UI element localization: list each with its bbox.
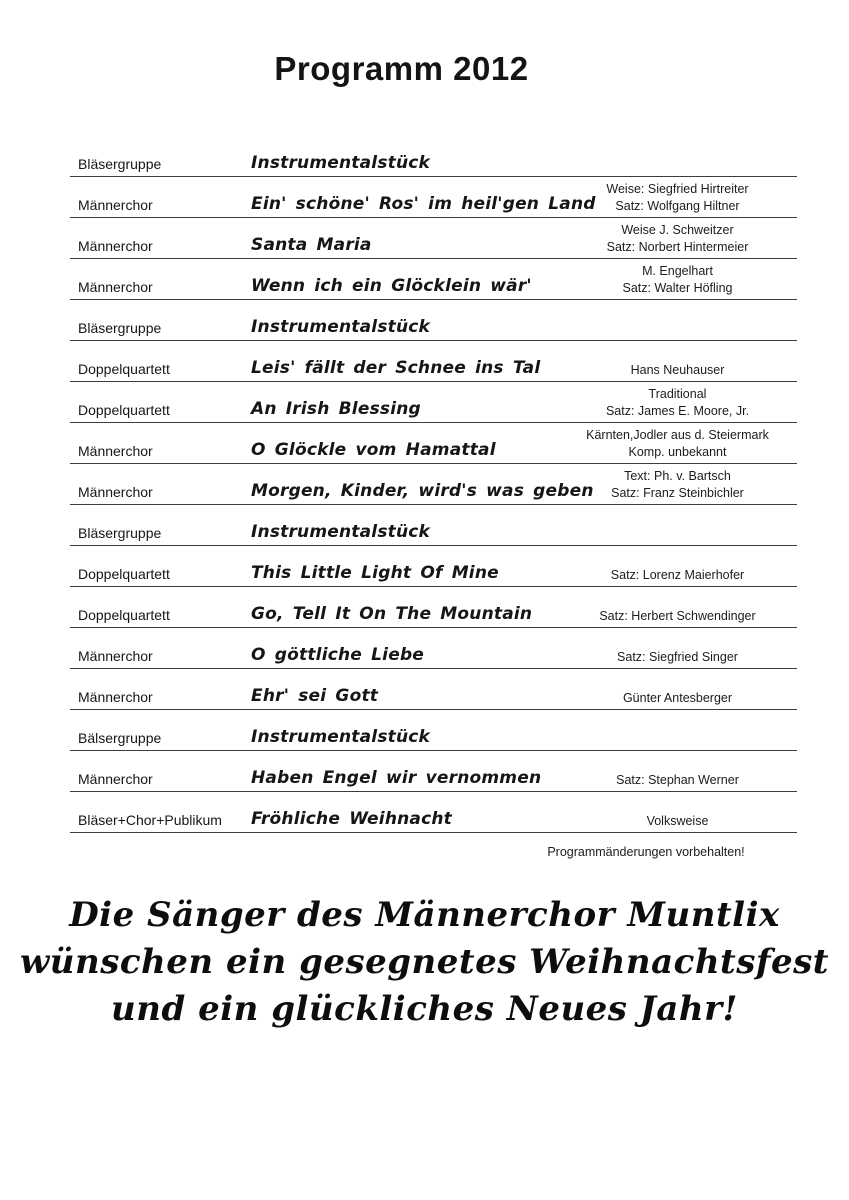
program-row (70, 341, 797, 382)
ensemble-label: Bälsergruppe (78, 730, 162, 746)
credit-line: Satz: Lorenz Maierhofer (610, 568, 745, 582)
program-row (70, 710, 797, 751)
piece-title: Santa Maria (251, 235, 372, 255)
program-row (70, 505, 797, 546)
closing-line: Die Sänger des Männerchor Muntlix (69, 895, 780, 935)
ensemble-label: Männerchor (78, 484, 153, 500)
piece-title: Instrumentalstück (251, 153, 431, 173)
credit-line: Satz: Siegfried Singer (617, 650, 738, 664)
closing-message (0, 892, 849, 1033)
credits (558, 813, 797, 830)
ensemble-label: Männerchor (78, 771, 153, 787)
ensemble-label: Männerchor (78, 197, 153, 213)
program-row (70, 423, 797, 464)
credit-line: Weise J. Schweitzer (621, 223, 734, 237)
credit-line: Satz: Norbert Hintermeier (606, 240, 749, 254)
piece-title: Go, Tell It On The Mountain (251, 604, 533, 624)
piece-title: Leis' fällt der Schnee ins Tal (251, 358, 541, 378)
credits (558, 362, 797, 379)
credit-line: Satz: Franz Steinbichler (611, 486, 744, 500)
ensemble-label: Bläsergruppe (78, 525, 162, 541)
program-table (70, 136, 797, 833)
program-row (70, 218, 797, 259)
ensemble-label: Männerchor (78, 648, 153, 664)
piece-title: O göttliche Liebe (251, 645, 425, 665)
piece-title: Fröhliche Weihnacht (251, 809, 452, 829)
page-title: Programm 2012 (274, 50, 529, 87)
credit-line: Komp. unbekannt (628, 445, 727, 459)
ensemble-label: Männerchor (78, 279, 153, 295)
credits (558, 772, 797, 789)
credits (558, 608, 797, 625)
credit-line: Volksweise (646, 814, 709, 828)
ensemble-label: Bläser+Chor+Publikum (78, 812, 222, 828)
program-row (70, 300, 797, 341)
program-row (70, 136, 797, 177)
piece-title: Ehr' sei Gott (251, 686, 379, 706)
credit-line: Hans Neuhauser (630, 363, 725, 377)
credit-line: Satz: Stephan Werner (616, 773, 739, 787)
program-row (70, 259, 797, 300)
credits (558, 386, 797, 420)
piece-title: Instrumentalstück (251, 522, 431, 542)
program-row (70, 464, 797, 505)
program-row (70, 792, 797, 833)
ensemble-label: Doppelquartett (78, 566, 170, 582)
piece-title: Instrumentalstück (251, 317, 431, 337)
program-row (70, 587, 797, 628)
program-row (70, 382, 797, 423)
piece-title: An Irish Blessing (251, 399, 421, 419)
credits (558, 567, 797, 584)
credit-line: M. Engelhart (642, 264, 713, 278)
program-row (70, 669, 797, 710)
closing-line: wünschen ein gesegnetes Weihnachtsfest (20, 942, 829, 982)
credits (558, 181, 797, 215)
credit-line: Text: Ph. v. Bartsch (624, 469, 731, 483)
piece-title: This Little Light Of Mine (251, 563, 499, 583)
piece-title: O Glöckle vom Hamattal (251, 440, 496, 460)
program-row (70, 546, 797, 587)
credits (558, 427, 797, 461)
ensemble-label: Bläsergruppe (78, 320, 162, 336)
piece-title: Haben Engel wir vernommen (251, 768, 542, 788)
ensemble-label: Männerchor (78, 443, 153, 459)
credits (558, 690, 797, 707)
program-row (70, 628, 797, 669)
ensemble-label: Männerchor (78, 689, 153, 705)
closing-line: und ein glückliches Neues Jahr! (111, 989, 738, 1029)
credit-line: Weise: Siegfried Hirtreiter (606, 182, 749, 196)
piece-title: Morgen, Kinder, wird's was geben (251, 481, 594, 501)
ensemble-label: Bläsergruppe (78, 156, 162, 172)
credit-line: Satz: Wolfgang Hiltner (615, 199, 740, 213)
credits (558, 263, 797, 297)
program-row (70, 177, 797, 218)
ensemble-label: Doppelquartett (78, 607, 170, 623)
piece-title: Instrumentalstück (251, 727, 431, 747)
credits (558, 222, 797, 256)
credit-line: Satz: James E. Moore, Jr. (605, 404, 750, 418)
credit-line: Günter Antesberger (622, 691, 733, 705)
ensemble-label: Doppelquartett (78, 402, 170, 418)
credit-line: Satz: Herbert Schwendinger (599, 609, 756, 623)
credit-line: Traditional (648, 387, 707, 401)
credits (558, 468, 797, 502)
program-note: Programmänderungen vorbehalten! (547, 845, 745, 859)
ensemble-label: Männerchor (78, 238, 153, 254)
credit-line: Satz: Walter Höfling (622, 281, 733, 295)
ensemble-label: Doppelquartett (78, 361, 170, 377)
credit-line: Kärnten,Jodler aus d. Steiermark (586, 428, 769, 442)
piece-title: Wenn ich ein Glöcklein wär' (251, 276, 532, 296)
credits (558, 649, 797, 666)
piece-title: Ein' schöne' Ros' im heil'gen Land (251, 194, 596, 214)
program-row (70, 751, 797, 792)
